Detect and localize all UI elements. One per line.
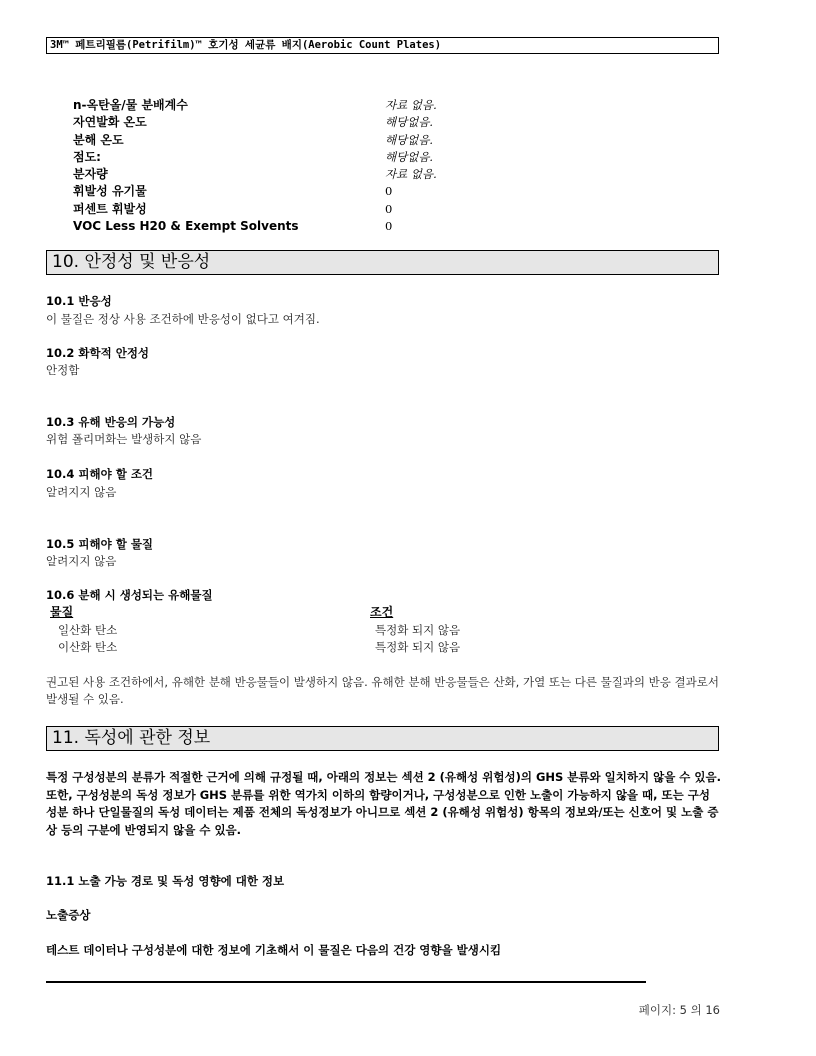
table-cell-condition: 특정화 되지 않음 [375, 623, 461, 637]
decomposition-products-title: 10.6 분해 시 생성되는 유해물질 [46, 588, 213, 602]
property-value: 해당없음. [385, 115, 434, 130]
property-name: 점도: [73, 149, 101, 164]
materials-to-avoid-title: 10.5 피해야 할 물질 [46, 537, 154, 551]
table-cell-condition: 특정화 되지 않음 [375, 640, 461, 654]
test-data-text: 테스트 데이터나 구성성분에 대한 정보에 기초해서 이 물질은 다음의 건강 영향을 발생시킴 [46, 943, 502, 957]
chemical-stability-title: 10.2 화학적 안정성 [46, 346, 150, 360]
document-header: 3M™ 페트리필름(Petrifilm)™ 호기성 세균류 배지(Aerobic Count Plates) [46, 37, 719, 54]
footer-divider [46, 981, 646, 983]
property-name: 퍼센트 휘발성 [73, 201, 147, 216]
property-row [73, 183, 473, 200]
properties-list [73, 97, 473, 235]
section-11-header: 11. 독성에 관한 정보 [46, 726, 719, 751]
property-value: 자료 없음. [385, 167, 437, 182]
decomposition-note: 권고된 사용 조건하에서, 유해한 분해 반응물들이 발생하지 않음. 유해한 분해 반응물들은 산화, 가열 또는 다른 물질과의 반응 결과로서 발생될 수 있음. [46, 675, 719, 706]
property-name: 분자량 [73, 167, 108, 182]
property-value: 0 [385, 201, 393, 216]
property-row [73, 97, 473, 114]
property-row [73, 149, 473, 166]
reactivity-text: 이 물질은 정상 사용 조건하에 반응성이 없다고 여겨짐. [46, 312, 320, 326]
table-cell-substance: 이산화 탄소 [58, 640, 118, 654]
substance-column-header: 물질 [50, 605, 74, 619]
property-row [73, 166, 473, 183]
property-value: 0 [385, 219, 393, 234]
chemical-stability-text: 안정함 [46, 363, 80, 377]
property-row [73, 201, 473, 218]
property-name: n-옥탄올/물 분배계수 [73, 98, 188, 112]
exposure-routes-title: 11.1 노출 가능 경로 및 독성 영향에 대한 정보 [46, 874, 285, 888]
property-value: 해당없음. [385, 132, 434, 147]
property-name: 자연발화 온도 [73, 115, 147, 130]
property-row [73, 218, 473, 235]
section-10-header: 10. 안정성 및 반응성 [46, 250, 719, 275]
materials-to-avoid-text: 알려지지 않음 [46, 554, 117, 568]
property-value: 0 [385, 184, 393, 199]
conditions-to-avoid-text: 알려지지 않음 [46, 485, 117, 499]
property-name: 휘발성 유기물 [73, 184, 147, 199]
toxicity-intro: 특정 구성성분의 분류가 적절한 근거에 의해 규정될 때, 아래의 정보는 섹션 2 (유해성 위험성)의 GHS 분류와 일치하지 않을 수 있음. 또한, 구성성분의 독성 정보가 GHS 분류를 위한 역가치 이하의 함량이거나, 구성성분으로 인한 노출이 가능하지 않을 때, 또는 구성성분 하나 단일물질의 독성 데이터는 제품 전체의 독성정보가 아니므로 섹션 2 (유해성 위험성) 항목의 정보와/또는 신호어 및 노출 증상 등의 구분에 반영되지 않을 수 있음. [46, 770, 722, 837]
property-name: VOC Less H20 & Exempt Solvents [73, 219, 299, 234]
symptoms-title: 노출증상 [46, 908, 91, 922]
hazardous-reactions-text: 위험 폴리머화는 발생하지 않음 [46, 432, 202, 446]
property-value: 해당없음. [385, 149, 434, 164]
property-value: 자료 없음. [385, 98, 437, 112]
page-number: 페이지: 5 의 16 [638, 1003, 720, 1017]
reactivity-title: 10.1 반응성 [46, 294, 112, 308]
conditions-to-avoid-title: 10.4 피해야 할 조건 [46, 467, 154, 481]
condition-column-header: 조건 [370, 605, 394, 619]
property-name: 분해 온도 [73, 132, 124, 147]
property-row [73, 132, 473, 149]
property-row [73, 114, 473, 131]
hazardous-reactions-title: 10.3 유해 반응의 가능성 [46, 415, 176, 429]
table-cell-substance: 일산화 탄소 [58, 623, 118, 637]
